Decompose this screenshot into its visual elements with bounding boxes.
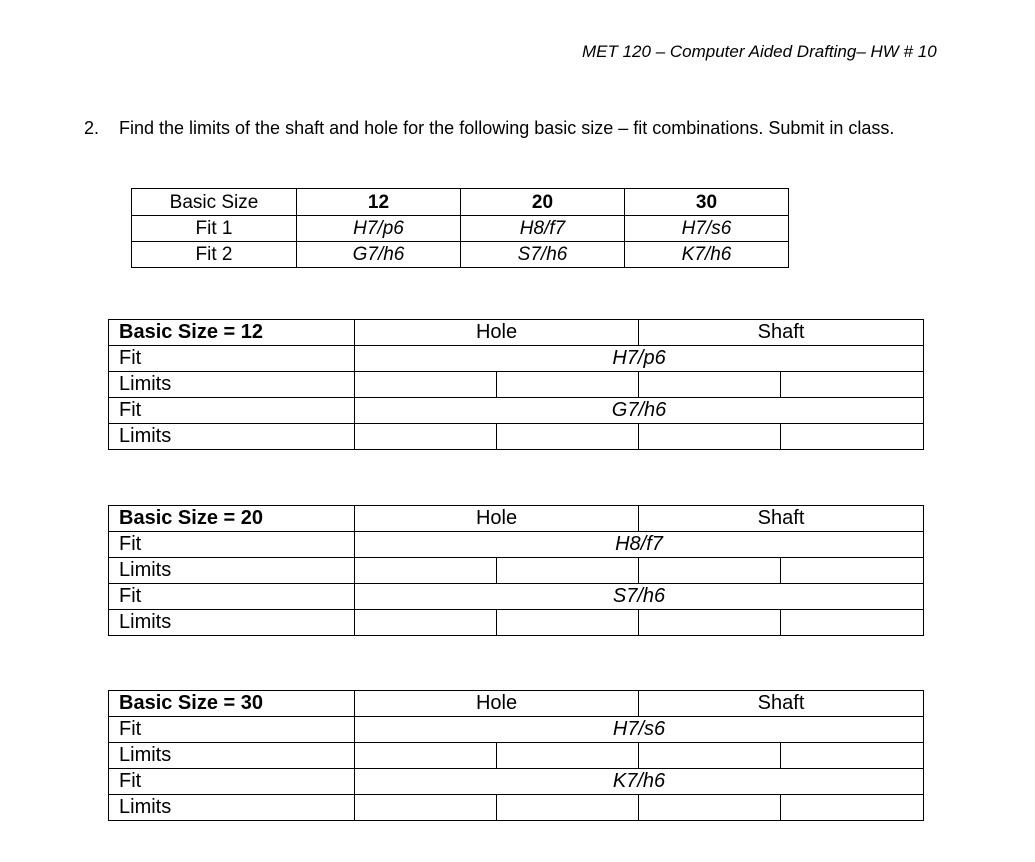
summary-row-fit-2 [132, 242, 789, 268]
fit-value: H7/s6 [355, 717, 924, 743]
question-text: Find the limits of the shaft and hole for the following basic size – fit combinations. Submit in class. [119, 118, 895, 138]
hole-upper-limit-cell[interactable] [355, 743, 497, 769]
hole-lower-limit-cell[interactable] [497, 372, 639, 398]
fit-label: Fit [109, 584, 355, 610]
limits-label: Limits [109, 743, 355, 769]
fit-label: Fit [109, 346, 355, 372]
fit-row-1 [109, 346, 924, 372]
summary-fit1-12: H7/p6 [297, 216, 461, 242]
fit-value: S7/h6 [355, 584, 924, 610]
summary-fit2-12: G7/h6 [297, 242, 461, 268]
hole-upper-limit-cell[interactable] [355, 424, 497, 450]
fit-label: Fit [109, 717, 355, 743]
summary-label-fit-1: Fit 1 [132, 216, 297, 242]
fit-row-1 [109, 717, 924, 743]
fit-row-2 [109, 584, 924, 610]
fit-label: Fit [109, 398, 355, 424]
fit-value: H8/f7 [355, 532, 924, 558]
shaft-column-header: Shaft [639, 691, 924, 717]
hole-lower-limit-cell[interactable] [497, 795, 639, 821]
summary-size-30: 30 [625, 189, 789, 216]
limits-row-2 [109, 610, 924, 636]
hole-column-header: Hole [355, 320, 639, 346]
summary-label-basic-size: Basic Size [132, 189, 297, 216]
limits-label: Limits [109, 610, 355, 636]
hole-upper-limit-cell[interactable] [355, 610, 497, 636]
limits-table-20 [108, 505, 924, 636]
limits-row-2 [109, 424, 924, 450]
limits-row-1 [109, 372, 924, 398]
summary-fit1-30: H7/s6 [625, 216, 789, 242]
shaft-upper-limit-cell[interactable] [639, 795, 781, 821]
shaft-lower-limit-cell[interactable] [781, 558, 924, 584]
fit-label: Fit [109, 769, 355, 795]
shaft-lower-limit-cell[interactable] [781, 743, 924, 769]
hole-column-header: Hole [355, 506, 639, 532]
question-number: 2. [84, 118, 100, 138]
fit-label: Fit [109, 532, 355, 558]
limits-label: Limits [109, 795, 355, 821]
fit-row-2 [109, 398, 924, 424]
fit-value: G7/h6 [355, 398, 924, 424]
shaft-lower-limit-cell[interactable] [781, 424, 924, 450]
hole-lower-limit-cell[interactable] [497, 610, 639, 636]
limits-row-2 [109, 795, 924, 821]
shaft-column-header: Shaft [639, 320, 924, 346]
summary-size-12: 12 [297, 189, 461, 216]
limits-row-1 [109, 743, 924, 769]
limits-header-row [109, 506, 924, 532]
summary-fit2-20: S7/h6 [461, 242, 625, 268]
hole-column-header: Hole [355, 691, 639, 717]
limits-label: Limits [109, 558, 355, 584]
shaft-lower-limit-cell[interactable] [781, 610, 924, 636]
shaft-upper-limit-cell[interactable] [639, 610, 781, 636]
hole-lower-limit-cell[interactable] [497, 743, 639, 769]
limits-label: Limits [109, 424, 355, 450]
limits-header-row [109, 691, 924, 717]
shaft-lower-limit-cell[interactable] [781, 372, 924, 398]
summary-label-fit-2: Fit 2 [132, 242, 297, 268]
shaft-upper-limit-cell[interactable] [639, 743, 781, 769]
hole-lower-limit-cell[interactable] [497, 424, 639, 450]
hole-lower-limit-cell[interactable] [497, 558, 639, 584]
shaft-lower-limit-cell[interactable] [781, 795, 924, 821]
shaft-upper-limit-cell[interactable] [639, 372, 781, 398]
fit-row-2 [109, 769, 924, 795]
limits-table-title: Basic Size = 20 [109, 506, 355, 532]
hole-upper-limit-cell[interactable] [355, 558, 497, 584]
limits-table-title: Basic Size = 30 [109, 691, 355, 717]
shaft-upper-limit-cell[interactable] [639, 558, 781, 584]
limits-label: Limits [109, 372, 355, 398]
limits-table-30 [108, 690, 924, 821]
hole-upper-limit-cell[interactable] [355, 372, 497, 398]
summary-size-20: 20 [461, 189, 625, 216]
shaft-upper-limit-cell[interactable] [639, 424, 781, 450]
shaft-column-header: Shaft [639, 506, 924, 532]
fit-value: H7/p6 [355, 346, 924, 372]
summary-fit2-30: K7/h6 [625, 242, 789, 268]
fit-value: K7/h6 [355, 769, 924, 795]
hole-upper-limit-cell[interactable] [355, 795, 497, 821]
summary-table [131, 188, 789, 268]
summary-row-fit-1 [132, 216, 789, 242]
limits-table-title: Basic Size = 12 [109, 320, 355, 346]
summary-row-basic-size [132, 189, 789, 216]
fit-row-1 [109, 532, 924, 558]
document-header: MET 120 – Computer Aided Drafting– HW # 10 [582, 42, 937, 61]
limits-header-row [109, 320, 924, 346]
summary-fit1-20: H8/f7 [461, 216, 625, 242]
limits-table-12 [108, 319, 924, 450]
limits-row-1 [109, 558, 924, 584]
